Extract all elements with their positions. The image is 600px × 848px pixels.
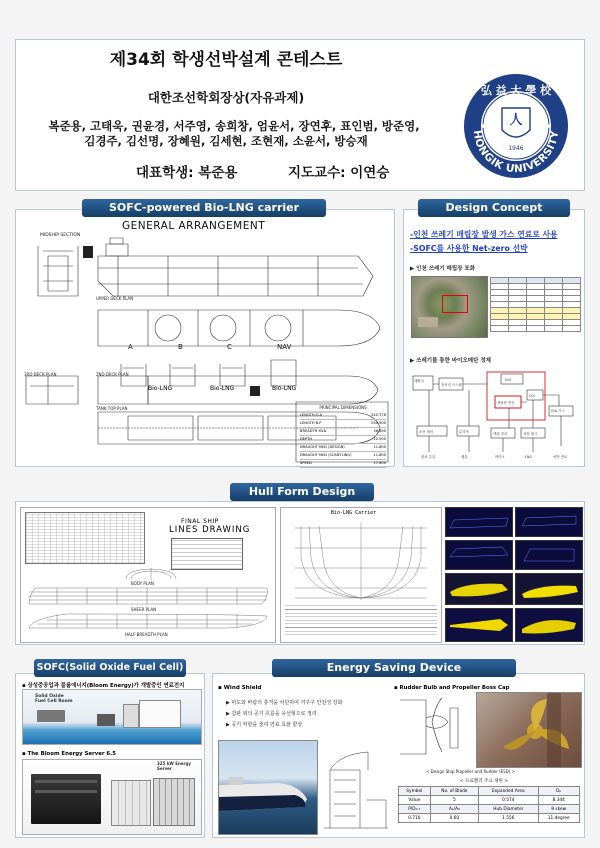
principal-dimensions xyxy=(300,405,386,468)
table-cell: 11 degree xyxy=(538,814,579,823)
table-cell: Value xyxy=(399,796,431,805)
table-row xyxy=(399,796,580,805)
square-bullet-icon: ▪ xyxy=(218,685,224,691)
triangle-bullet-icon: ▶ xyxy=(226,722,232,728)
table-cell: 0.710 xyxy=(399,814,431,823)
tank-label: Bio-LNG xyxy=(210,385,235,392)
table-cell: 0.60 xyxy=(430,814,479,823)
bloom-server-image xyxy=(22,759,202,835)
svg-text:H₂S: H₂S xyxy=(505,378,512,382)
tank-label: Bio-LNG xyxy=(148,385,173,392)
table-row xyxy=(399,814,580,823)
hull-render-wireframe-1 xyxy=(445,507,513,537)
ga-section-header: SOFC-powered Bio-LNG carrier xyxy=(82,199,326,217)
sofc-section-header: SOFC(Solid Oxide Fuel Cell) xyxy=(34,659,186,677)
wind-shield-item: ▶ 갑판 위의 공기 흐름을 유선형으로 정리 xyxy=(226,711,317,717)
half-breadth-label: HALF-BREADTH PLAN xyxy=(125,632,168,637)
table-cell: Hub Diameter xyxy=(479,805,538,814)
triangle-bullet-icon: ▶ xyxy=(226,711,232,717)
principal-row xyxy=(300,452,386,460)
svg-text:선박 연료: 선박 연료 xyxy=(553,455,568,459)
hull-render-wireframe-3 xyxy=(445,540,513,570)
svg-text:매립지: 매립지 xyxy=(414,379,424,383)
triangle-bullet-icon: ▶ xyxy=(226,700,232,706)
svg-text:人: 人 xyxy=(509,113,523,128)
principal-value: 11.800 xyxy=(373,453,386,457)
rudder-caption: < Design Ship Propeller and Rudder (ESD) > xyxy=(426,769,515,774)
concept-section-header: Design Concept xyxy=(418,199,570,217)
advisor: 지도교수: 이연승 xyxy=(288,165,390,181)
landfill-satellite-image xyxy=(411,276,488,338)
svg-text:LNG: LNG xyxy=(525,455,533,459)
sofc-caption-2: ▪ The Bloom Energy Server 6.5 xyxy=(22,751,116,757)
principal-key: DRAUGHT MLD (DESIGN) xyxy=(300,445,345,449)
hull-section-header: Hull Form Design xyxy=(230,483,374,501)
principal-row xyxy=(300,460,386,468)
ship-bow-photo xyxy=(218,740,318,835)
table-row xyxy=(399,787,580,796)
triangle-bullet-icon: ▶ xyxy=(410,266,417,272)
principal-key: BREADTH MLD xyxy=(300,429,327,433)
svg-text:배출: 배출 xyxy=(461,455,468,459)
hydrostatic-readout xyxy=(285,604,437,638)
propeller-table-title: < 프로펠러 주요 제원 > xyxy=(460,779,509,784)
svg-text:바이오: 바이오 xyxy=(495,455,505,459)
square-bullet-icon: ▪ xyxy=(22,683,28,689)
body-plan-label: BODY PLAN xyxy=(131,581,154,586)
svg-text:CO₂: CO₂ xyxy=(529,394,536,398)
esd-section-header: Energy Saving Device xyxy=(272,659,516,677)
table-cell xyxy=(545,326,563,332)
principal-key: DEPTH xyxy=(300,437,313,441)
hull-render-wireframe-2 xyxy=(515,507,583,537)
table-cell: P/D₀.₇ xyxy=(399,805,431,814)
representative-student: 대표학생: 복준용 xyxy=(136,165,238,181)
members-line-2: 김경주, 김선명, 장혜원, 김세현, 조현재, 소윤서, 방승재 xyxy=(84,134,368,148)
table-cell: 0.574 xyxy=(479,796,538,805)
svg-text:원료 투입: 원료 투입 xyxy=(421,455,436,459)
principal-title: PRINCIPAL DIMENSIONS xyxy=(319,405,367,410)
table-cell: Aₑ/A₀ xyxy=(430,805,479,814)
principal-key: LENGTH O.A xyxy=(300,413,322,417)
hydrostatic-table xyxy=(171,538,243,570)
table-cell xyxy=(509,326,527,332)
hull-render-wireframe-4 xyxy=(515,540,583,570)
section-nav-label: NAV xyxy=(277,343,292,351)
wind-shield-title: ▪ Wind Shield xyxy=(218,685,262,691)
svg-text:생화학 반응: 생화학 반응 xyxy=(497,401,515,405)
table-cell: No. of Blade xyxy=(430,787,479,796)
wind-shield-item: ▶ 파도와 바람의 충격을 차단하여 거주구 안전성 강화 xyxy=(226,700,343,706)
ga-drawing-title: GENERAL ARRANGEMENT xyxy=(122,220,266,232)
table-cell: Symbol xyxy=(399,787,431,796)
square-bullet-icon: ▪ xyxy=(394,685,400,691)
propeller-rudder-drawing xyxy=(396,694,466,760)
principal-key: DRAUGHT MLD (SCANTLING) xyxy=(300,453,352,457)
concept-line-2: -SOFC를 사용한 Net-zero 선박 xyxy=(410,244,528,253)
svg-text:분리막: 분리막 xyxy=(459,430,469,434)
rudder-bulb-title: ▪ Rudder Bulb and Propeller Boss Cap xyxy=(394,685,510,691)
landfill-data-table xyxy=(490,277,581,332)
bio-lng-tank-labels xyxy=(148,385,348,392)
svg-text:저장 탱크: 저장 탱크 xyxy=(523,432,538,436)
third-deck-label: 3RD DECK PLAN xyxy=(24,372,57,377)
sofc-caption-1: ▪ 상성중공업과 블룸에너지(Bloom Energy)가 개발중인 연료전지 xyxy=(22,683,185,689)
table-cell: θ skew xyxy=(538,805,579,814)
concept-line-1: -인천 쓰레기 매립장 발생 가스 연료로 사용 xyxy=(410,230,558,239)
svg-text:액화 장치: 액화 장치 xyxy=(493,432,508,436)
lines-drawing xyxy=(20,507,276,643)
svg-text:조건 제어: 조건 제어 xyxy=(419,430,434,434)
hull-render-yellow-4 xyxy=(515,608,583,642)
principal-row xyxy=(300,420,386,428)
svg-text:HONGIK UNIVERSITY: HONGIK UNIVERSITY xyxy=(470,129,562,176)
contest-title: 제34회 학생선박설계 콘테스트 xyxy=(109,50,343,70)
fuel-cell-room-image xyxy=(22,689,202,745)
table-cell xyxy=(491,326,509,332)
table-cell xyxy=(563,326,581,332)
product-2-label: 325 kW Energy Server xyxy=(157,761,191,771)
section-a-label: A xyxy=(128,343,133,351)
upper-deck-label: UPPER DECK PLAN xyxy=(96,296,134,301)
principal-value: 11.800 xyxy=(373,445,386,449)
table-cell xyxy=(527,326,545,332)
hull-render-yellow-1 xyxy=(445,573,513,605)
square-bullet-icon: ▪ xyxy=(22,751,28,757)
table-cell: Expanded Area xyxy=(479,787,538,796)
svg-text:CH₄ 가스: CH₄ 가스 xyxy=(551,409,565,413)
propeller-photo xyxy=(476,692,582,768)
table-cell: 1.556 xyxy=(479,814,538,823)
triangle-bullet-icon: ▶ xyxy=(410,358,417,364)
title-panel xyxy=(15,39,585,191)
half-breadth-drawing xyxy=(27,612,271,630)
lines-title-1: FINAL SHIP xyxy=(181,518,219,525)
hull-render-yellow-3 xyxy=(445,608,513,642)
svg-text:弘 益 大 學 校: 弘 益 大 學 校 xyxy=(480,84,552,97)
table-row xyxy=(399,805,580,814)
sheer-plan-drawing xyxy=(27,586,271,606)
table-cell: 5 xyxy=(430,796,479,805)
concept-sub-2: ▶ 쓰레기를 통한 바이오메탄 정제 xyxy=(410,358,491,364)
hull-3d-renders xyxy=(445,507,581,641)
award-title: 대한조선학회장상(자유과제) xyxy=(147,90,305,105)
wind-shield-list xyxy=(226,698,342,731)
principal-value: 242.776 xyxy=(371,413,386,417)
principal-row xyxy=(300,444,386,452)
principal-value: 17.600 xyxy=(373,461,386,465)
propeller-spec-table xyxy=(398,786,580,823)
university-seal-logo xyxy=(462,72,570,180)
table-cell: 8.344 xyxy=(538,796,579,805)
cfd-title: Bio-LNG Carrier xyxy=(331,510,377,516)
principal-row xyxy=(300,428,386,436)
tank-label: Bio-LNG xyxy=(272,385,297,392)
sheer-plan-label: SHEER PLAN xyxy=(131,607,157,612)
tank-top-label: TANK TOP PLAN xyxy=(96,406,128,411)
principal-row xyxy=(300,412,386,420)
hull-render-yellow-2 xyxy=(515,573,583,605)
section-c-label: C xyxy=(227,343,232,351)
product-1-label: Solid Oxide Fuel Cell Room xyxy=(35,694,73,704)
midship-section-label: MIDSHIP SECTION xyxy=(40,233,81,238)
concept-sub-1: ▶ 인천 쓰레기 매립장 포화 xyxy=(410,266,476,272)
body-plan-sections xyxy=(287,518,435,602)
principal-row xyxy=(300,436,386,444)
wind-shield-drawing xyxy=(320,740,392,833)
members-line-1: 복준용, 고태욱, 권윤경, 서주영, 송희창, 엄윤서, 장연후, 표인범, 방준영, xyxy=(48,119,420,133)
offset-table-grid xyxy=(25,512,145,564)
principal-value: 230.900 xyxy=(371,421,386,425)
biomethane-process-diagram xyxy=(409,366,581,462)
lines-title-2: LINES DRAWING xyxy=(169,525,251,535)
principal-value: 22.500 xyxy=(373,437,386,441)
svg-text:1946: 1946 xyxy=(508,145,524,152)
hull-cfd-panel xyxy=(280,507,442,643)
body-plan-drawing xyxy=(121,568,181,580)
svg-text:전처리 시스템: 전처리 시스템 xyxy=(441,383,462,387)
principal-value: 36.600 xyxy=(373,429,386,433)
principal-key: LENGTH B.P xyxy=(300,421,322,425)
wind-shield-item: ▶ 공기 저항을 줄여 연료 효율 향상 xyxy=(226,722,303,728)
table-row xyxy=(491,326,581,332)
section-b-label: B xyxy=(178,343,183,351)
section-letters xyxy=(128,343,308,351)
second-deck-label: 2ND DECK PLAN xyxy=(96,372,129,377)
table-cell: Dₚ xyxy=(538,787,579,796)
principal-key: SPEED xyxy=(300,461,312,465)
